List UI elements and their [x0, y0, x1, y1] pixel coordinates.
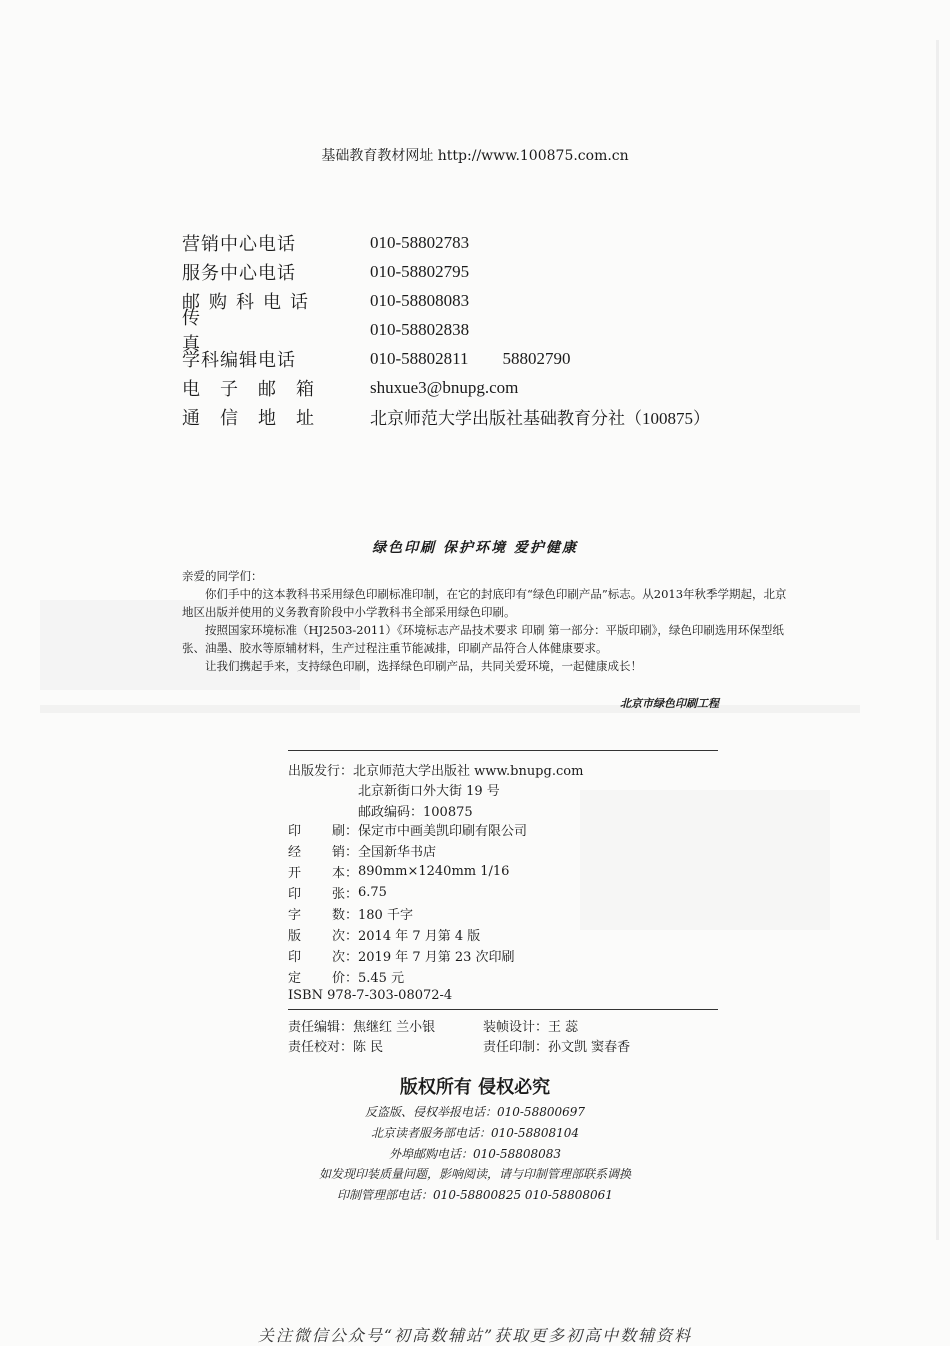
- contact-label: 服务中心电话: [182, 262, 296, 284]
- pub-row-sheets: [288, 882, 387, 902]
- contact-value: 010-58802783: [370, 232, 470, 252]
- contact-row-marketing: [182, 228, 469, 257]
- publisher-value: 北京师范大学出版社 www.bnupg.com: [353, 764, 584, 779]
- pub-label-char: 经: [288, 844, 302, 860]
- scan-noise: [580, 790, 830, 930]
- pub-value: 6.75: [358, 884, 387, 900]
- contact-row-editor: [182, 344, 571, 373]
- contact-label: 通信地址: [182, 407, 334, 429]
- credit-design: 装帧设计：王 蕊: [483, 1020, 579, 1035]
- pub-label-char: 印: [288, 823, 302, 839]
- website-label: 基础教育教材网址: [321, 148, 434, 164]
- contact-label: 邮购科电话: [182, 291, 317, 313]
- pub-row-edition: [288, 924, 480, 944]
- credit-proof: 责任校对：陈 民: [288, 1040, 384, 1055]
- notice-greeting: 亲爱的同学们：: [182, 569, 263, 583]
- contact-row-email: [182, 373, 518, 402]
- notice-paragraph: 按照国家环境标准（HJ2503-2011）《环境标志产品技术要求 印刷 第一部分：平版印刷》，绿色印刷选用环保型纸张、油墨、胶水等原辅材料，生产过程注重节能减排，印刷产品符合人体健康要求。: [182, 623, 784, 655]
- publisher-label: 出版发行：: [288, 764, 354, 779]
- pub-label-char: 本：: [331, 865, 358, 881]
- credit-editor: 责任编辑：焦继红 兰小银: [288, 1020, 436, 1035]
- pub-label-char: 张：: [331, 886, 358, 902]
- pub-row-printer: [288, 819, 527, 839]
- publisher-address: 北京新街口外大街 19 号: [358, 784, 500, 799]
- pub-label-char: 字: [288, 907, 302, 923]
- pub-row-format: [288, 861, 509, 881]
- hotline: 北京读者服务部电话：010-58808104: [370, 1126, 580, 1140]
- hotline: 印制管理部电话：010-58800825 010-58808061: [337, 1188, 613, 1202]
- contact-row-address: [182, 402, 710, 431]
- pub-label-char: 次：: [331, 928, 358, 944]
- pub-label-char: 销：: [331, 844, 358, 860]
- pub-label-char: 刷：: [331, 823, 358, 839]
- contact-row-fax: [182, 307, 470, 355]
- pub-value: 2014 年 7 月第 4 版: [358, 928, 481, 944]
- pub-value: 保定市中画美凯印刷有限公司: [358, 823, 528, 839]
- contact-value: 010-58802838: [370, 319, 470, 339]
- contact-value: 010-58802811: [370, 348, 469, 368]
- hotline: 反盗版、侵权举报电话：010-58800697: [364, 1105, 586, 1119]
- pub-label-char: 价：: [331, 970, 358, 986]
- pub-value: 全国新华书店: [358, 844, 437, 860]
- scan-noise: [40, 705, 860, 713]
- contact-value: 北京师范大学出版社基础教育分社（100875）: [370, 409, 710, 428]
- pub-label-char: 版: [288, 928, 302, 944]
- contact-label: 学科编辑电话: [182, 349, 296, 371]
- contact-label: 电子邮箱: [182, 378, 334, 400]
- contact-value[interactable]: shuxue3@bnupg.com: [370, 377, 519, 397]
- notice-paragraph: 让我们携起手来，支持绿色印刷，选择绿色印刷产品，共同关爱环境，一起健康成长！: [205, 659, 642, 673]
- pub-label-char: 印: [288, 949, 302, 965]
- pub-value: 5.45 元: [358, 970, 405, 986]
- notice-paragraph: 你们手中的这本教科书采用绿色印刷标准印制，在它的封底印有“绿色印刷产品”标志。从2013年秋季学期起，北京地区出版并使用的义务教育阶段中小学教科书全部采用绿色印刷。: [182, 587, 787, 619]
- pub-value: 890mm×1240mm 1/16: [358, 863, 510, 879]
- notice-signature: 北京市绿色印刷工程: [620, 697, 719, 710]
- scan-edge: [936, 40, 939, 1240]
- contact-value: 010-58808083: [370, 290, 470, 310]
- contact-value-secondary: 58802790: [502, 348, 571, 368]
- pub-row-word-count: [288, 903, 413, 923]
- pub-label-char: 次：: [331, 949, 358, 965]
- pub-row-distributor: [288, 840, 436, 860]
- pub-label-char: 数：: [331, 907, 358, 923]
- publisher-postcode: 邮政编码：100875: [358, 805, 473, 820]
- pub-label-char: 开: [288, 865, 302, 881]
- hotline: 如发现印装质量问题，影响阅读，请与印制管理部联系调换: [318, 1167, 631, 1181]
- isbn: ISBN 978-7-303-08072-4: [288, 988, 453, 1003]
- green-printing-title: 绿色印刷 保护环境 爱护健康: [372, 540, 578, 556]
- green-printing-notice: [182, 567, 794, 675]
- contact-row-service: [182, 257, 469, 286]
- copyright-title: 版权所有 侵权必究: [399, 1077, 551, 1098]
- contact-label: 营销中心电话: [182, 233, 296, 255]
- credit-printing: 责任印制：孙文凯 窦春香: [483, 1040, 631, 1055]
- pub-value: 180 千字: [358, 907, 413, 923]
- contact-value: 010-58802795: [370, 261, 470, 281]
- contact-label: 传真: [182, 307, 296, 355]
- website-line: [0, 145, 950, 165]
- pub-label-char: 印: [288, 886, 302, 902]
- publisher-line: [288, 760, 583, 779]
- pub-row-impression: [288, 945, 515, 965]
- divider: [288, 1009, 718, 1010]
- website-url[interactable]: http://www.100875.com.cn: [437, 148, 629, 164]
- footer-note: 关注微信公众号“初高数辅站”获取更多初高中数辅资料: [257, 1326, 693, 1345]
- pub-row-price: [288, 966, 404, 986]
- pub-label-char: 定: [288, 970, 302, 986]
- divider: [288, 750, 718, 751]
- pub-value: 2019 年 7 月第 23 次印刷: [358, 949, 515, 965]
- hotline: 外埠邮购电话：010-58808083: [388, 1147, 562, 1161]
